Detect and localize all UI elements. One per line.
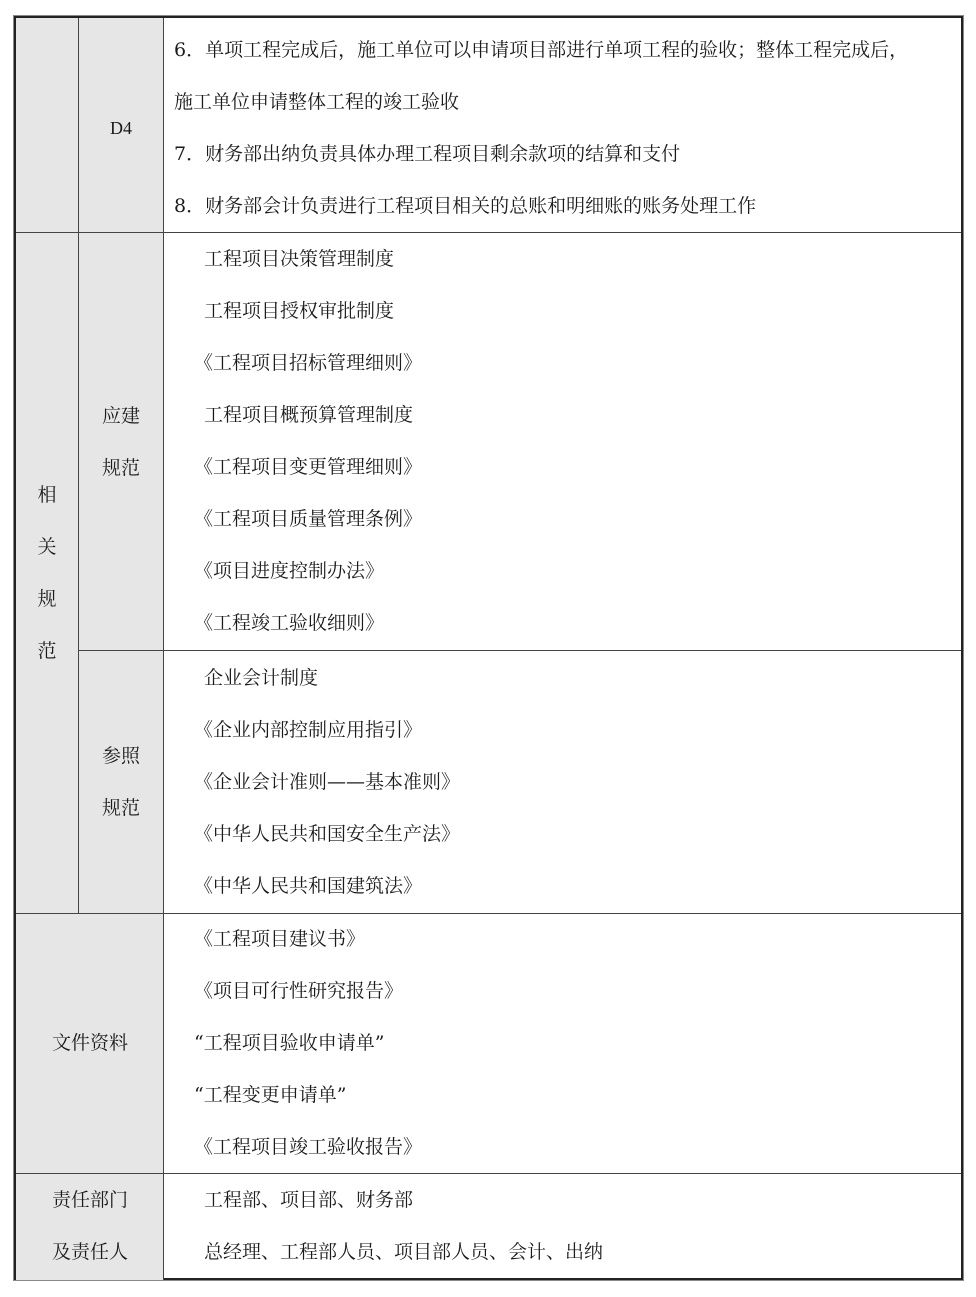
documents-label: 文件资料 (51, 1032, 128, 1054)
d4-line-2: 施工单位申请整体工程的竣工验收 (174, 91, 460, 113)
should-build-item: 《工程项目招标管理细则》 (194, 352, 423, 374)
reference-label: 参照 (101, 745, 140, 767)
grid-line (16, 1173, 961, 1174)
related-label-char: 相 (37, 484, 57, 506)
responsibility-item: 总经理、工程部人员、项目部人员、会计、出纳 (204, 1241, 604, 1263)
should-build-item: 《工程项目质量管理条例》 (194, 508, 423, 530)
reference-item: 《中华人民共和国建筑法》 (194, 875, 423, 897)
reference-item: 《企业会计准则——基本准则》 (194, 771, 461, 793)
responsibility-label: 责任部门 (51, 1189, 128, 1211)
related-label-char: 规 (37, 588, 57, 610)
document-item: “工程变更申请单” (194, 1084, 347, 1106)
should-build-item: 工程项目概预算管理制度 (204, 404, 414, 426)
d4-line-1: 6．单项工程完成后，施工单位可以申请项目部进行单项工程的验收；整体工程完成后， (174, 39, 909, 61)
reference-item: 《中华人民共和国安全生产法》 (194, 823, 461, 845)
should-build-label: 规范 (101, 457, 140, 479)
responsibility-label: 及责任人 (51, 1241, 128, 1263)
should-build-item: 《工程项目变更管理细则》 (194, 456, 423, 478)
should-build-label-cell (78, 232, 164, 650)
should-build-item: 《工程竣工验收细则》 (194, 612, 385, 634)
responsibility-item: 工程部、项目部、财务部 (204, 1189, 414, 1211)
should-build-label: 应建 (101, 405, 140, 427)
reference-label-cell (78, 650, 164, 913)
control-matrix-table (14, 16, 963, 1280)
grid-line (16, 913, 961, 914)
document-item: 《工程项目竣工验收报告》 (194, 1136, 423, 1158)
d4-line-3: 7．财务部出纳负责具体办理工程项目剩余款项的结算和支付 (174, 143, 681, 165)
reference-label: 规范 (101, 797, 140, 819)
d4-code: D4 (110, 118, 132, 138)
should-build-item: 工程项目授权审批制度 (204, 300, 395, 322)
document-item: 《项目可行性研究报告》 (194, 980, 404, 1002)
grid-line (16, 232, 961, 233)
d4-line-4: 8．财务部会计负责进行工程项目相关的总账和明细账的账务处理工作 (174, 195, 757, 217)
related-label-char: 范 (37, 640, 57, 662)
should-build-item: 工程项目决策管理制度 (204, 248, 395, 270)
reference-item: 《企业内部控制应用指引》 (194, 719, 423, 741)
reference-item: 企业会计制度 (204, 667, 319, 689)
related-label-char: 关 (37, 536, 57, 558)
grid-line (163, 18, 164, 1280)
document-item: “工程项目验收申请单” (194, 1032, 385, 1054)
should-build-item: 《项目进度控制办法》 (194, 560, 385, 582)
related-label-cell (16, 18, 78, 913)
grid-line (78, 650, 961, 651)
document-item: 《工程项目建议书》 (194, 928, 366, 950)
